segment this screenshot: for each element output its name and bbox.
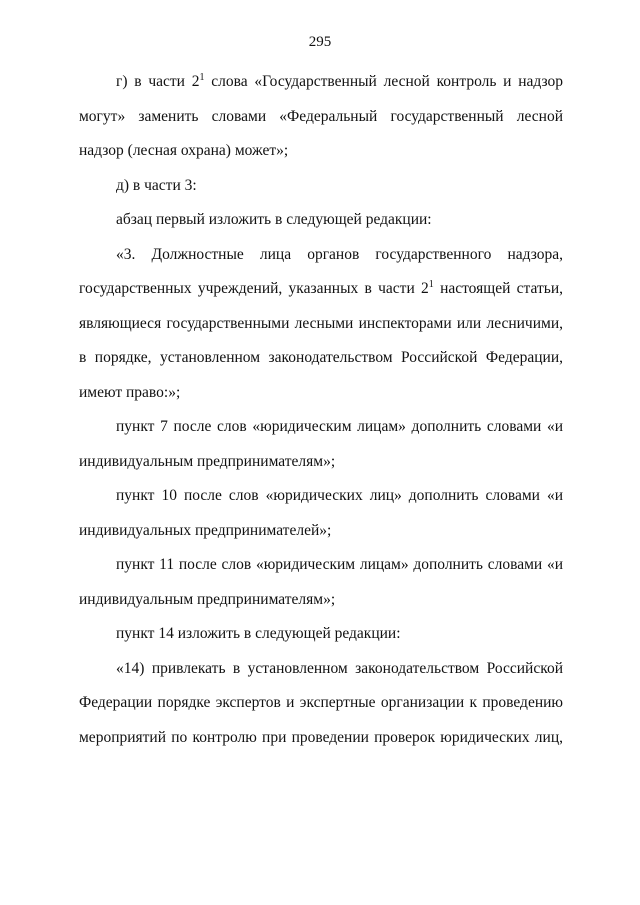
paragraph-text: «3. Должностные лица органов государственного надзора, государственных учреждений, указанных в части 2 <box>79 245 563 297</box>
paragraph-quoted-punkt-14: «14) привлекать в установленном законодательством Российской Федерации порядке экспертов и экспертные организации к проведению мероприятий по контролю при проведении проверок юридических лиц, <box>79 659 563 746</box>
paragraph-text: настоящей статьи, являющиеся государственными лесными инспекторами или лесничими, в порядке, установленном законодательством Российской Федерации, имеют право:»; <box>79 280 563 401</box>
document-body <box>79 65 563 755</box>
paragraph-punkt-10: пункт 10 после слов «юридических лиц» дополнить словами «и индивидуальных предпринимателей»; <box>79 487 563 539</box>
paragraph-punkt-7: пункт 7 после слов «юридическим лицам» дополнить словами «и индивидуальным предпринимателям»; <box>79 418 563 470</box>
paragraph-first-abzac: абзац первый изложить в следующей редакции: <box>116 211 432 228</box>
superscript: 1 <box>199 72 205 83</box>
paragraph-item-g <box>79 65 563 169</box>
paragraph-punkt-14: пункт 14 изложить в следующей редакции: <box>116 625 401 642</box>
paragraph-text: слова «Государственный лесной контроль и надзор могут» заменить словами «Федеральный государственный лесной надзор (лесная охрана) может»; <box>79 73 563 159</box>
superscript: 1 <box>428 279 434 290</box>
paragraph-punkt-11: пункт 11 после слов «юридическим лицам» дополнить словами «и индивидуальным предпринимателям»; <box>79 556 563 608</box>
paragraph-item-d: д) в части 3: <box>116 176 197 194</box>
paragraph-text: г) в части 2 <box>116 73 200 90</box>
page-number: 295 <box>308 34 332 50</box>
paragraph-quoted-part-3 <box>79 238 563 411</box>
